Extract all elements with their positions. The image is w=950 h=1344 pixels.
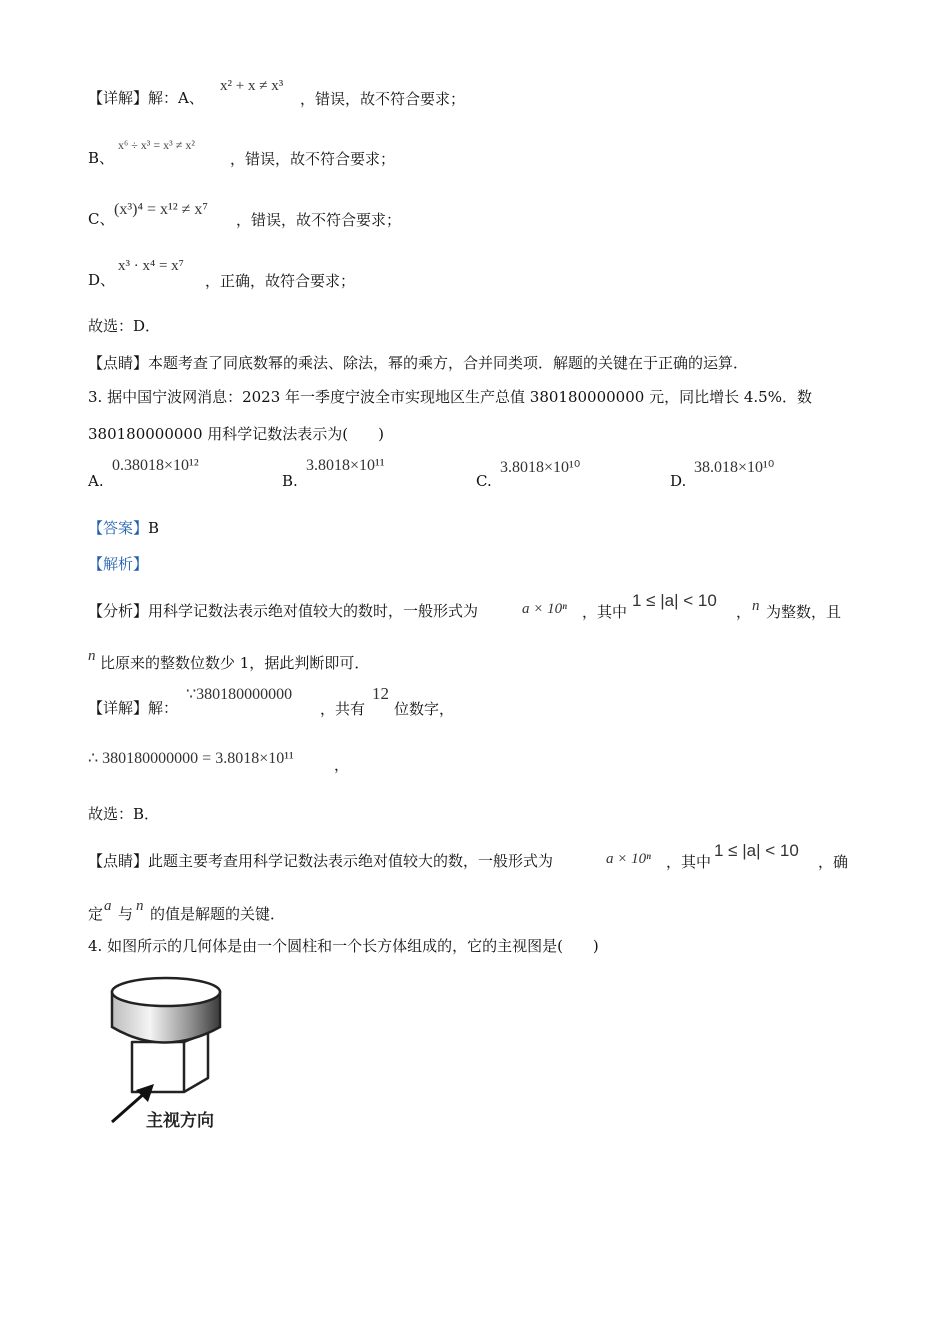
- q3-option-d-label: D.: [670, 472, 687, 490]
- q3-option-d-value: 38.018×10¹⁰: [694, 459, 775, 476]
- q4-figure-label: 主视方向: [146, 1111, 214, 1131]
- q2-math-d: x³ · x⁴ = x⁷: [118, 258, 184, 274]
- q3-option-c-label: C.: [476, 472, 492, 490]
- q2-math-c: (x³)⁴ = x¹² ≠ x⁷: [114, 201, 209, 218]
- q3-fenxi-line2-n: n: [88, 648, 96, 664]
- q2-b-suffix: ，错误，故不符合要求；: [230, 150, 396, 168]
- q3-option-b-value: 3.8018×10¹¹: [306, 457, 385, 474]
- q3-fenxi-form: a × 10ⁿ: [522, 601, 567, 617]
- q2-d-suffix: ，正确，故符合要求；: [205, 272, 356, 290]
- q2-c-suffix: ，错误，故不符合要求；: [236, 211, 402, 229]
- q2-select: 故选：D．: [88, 317, 161, 335]
- q3-fenxi-3: ，: [736, 603, 752, 621]
- q3-detail-3: 位数字，: [394, 700, 455, 718]
- q3-comment-end: 的值是解题的关键．: [150, 905, 286, 923]
- q3-fenxi-n: n: [752, 598, 760, 614]
- q2-d-prefix: D、: [88, 271, 116, 289]
- q3-comment-2: ，其中: [666, 853, 712, 871]
- q3-comment-form: a × 10ⁿ: [606, 851, 651, 867]
- q3-answer: 【答案】B: [88, 519, 160, 537]
- q3-comment-3: ，确: [818, 853, 849, 871]
- q3-detail-line1: 【详解】解：: [88, 699, 179, 717]
- q2-comment: 【点睛】本题考查了同底数幂的乘法、除法，幂的乘方，合并同类项．解题的关键在于正确的运算．: [88, 354, 749, 372]
- q4-stem: 4. 如图所示的几何体是由一个圆柱和一个长方体组成的，它的主视图是( ): [88, 937, 599, 955]
- q3-fenxi-line1: 【分析】用科学记数法表示绝对值较大的数时，一般形式为: [88, 602, 479, 620]
- q3-comment-range: 1 ≤ |a| < 10: [714, 841, 799, 860]
- q3-detail-math2-end: ，: [334, 756, 350, 774]
- q3-fenxi-4: 为整数，且: [766, 603, 842, 621]
- q3-stem-line2: 380180000000 用科学记数法表示为( ): [88, 425, 384, 443]
- q2-math-b: x⁶ ÷ x³ = x³ ≠ x²: [118, 138, 195, 152]
- q3-comment-line1: 【点睛】此题主要考查用科学记数法表示绝对值较大的数，一般形式为: [88, 852, 554, 870]
- q3-fenxi-line2: 比原来的整数位数少 1，据此判断即可．: [100, 654, 370, 672]
- q3-option-a-value: 0.38018×10¹²: [112, 457, 199, 474]
- q2-c-prefix: C、: [88, 210, 115, 228]
- q3-analysis-tag: 【解析】: [88, 555, 149, 573]
- q2-math-a: x² + x ≠ x³: [220, 78, 284, 94]
- q3-option-b-label: B.: [282, 472, 298, 490]
- q3-comment-n: n: [136, 898, 144, 914]
- q3-select: 故选：B．: [88, 805, 160, 823]
- q3-option-c-value: 3.8018×10¹⁰: [500, 459, 581, 476]
- q3-detail-12: 12: [372, 684, 389, 703]
- q3-detail-2: ，共有: [320, 700, 366, 718]
- q3-fenxi-2: ，其中: [582, 603, 628, 621]
- q3-comment-a: a: [104, 898, 112, 914]
- q2-b-prefix: B、: [88, 149, 115, 167]
- q3-fenxi-range: 1 ≤ |a| < 10: [632, 591, 717, 610]
- q3-option-a-label: A.: [88, 472, 104, 490]
- q3-comment-mid: 与: [118, 905, 134, 923]
- q2-detail-a: 【详解】解：A、: [88, 89, 204, 107]
- q3-comment-line2-a: 定: [88, 905, 104, 923]
- q3-stem-line1: 3. 据中国宁波网消息：2023 年一季度宁波全市实现地区生产总值 380180000000 元，同比增长 4.5%．数: [88, 388, 812, 406]
- q2-a-suffix: ，错误，故不符合要求；: [300, 90, 466, 108]
- q3-detail-math2: ∴ 380180000000 = 3.8018×10¹¹: [88, 750, 294, 767]
- q3-detail-math1: ∵380180000000: [186, 686, 293, 703]
